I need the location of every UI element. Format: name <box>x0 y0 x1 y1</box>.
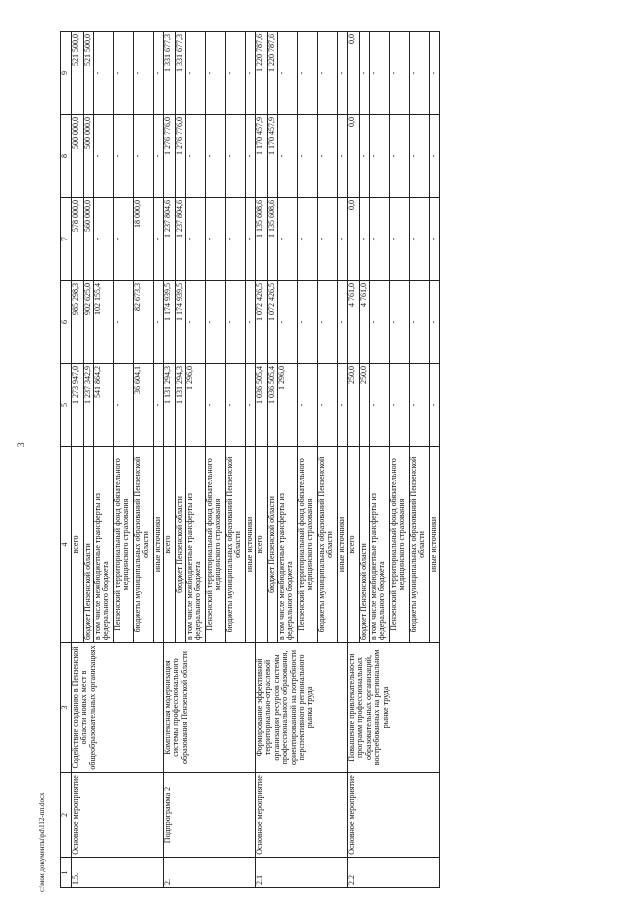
amount-cell: 1 296,0 <box>278 364 298 447</box>
amount-cell: 4 761,0 <box>360 281 370 364</box>
amount-cell: - <box>298 198 318 281</box>
amount-cell: - <box>278 115 298 198</box>
amount-cell: 0,0 <box>348 32 360 115</box>
funding-source: всего <box>348 447 360 643</box>
amount-cell: 1 072 426,5 <box>256 281 268 364</box>
amount-cell: - <box>246 115 256 198</box>
amount-cell: - <box>370 198 390 281</box>
amount-cell: - <box>226 198 246 281</box>
funding-source: бюджеты муниципальных образований Пензенской области <box>318 447 338 643</box>
amount-cell: - <box>278 281 298 364</box>
amount-cell: - <box>410 115 430 198</box>
amount-cell: - <box>94 32 114 115</box>
amount-cell: - <box>94 198 114 281</box>
amount-cell: 985 298,3 <box>72 281 84 364</box>
funding-source: в том числе межбюджетные трансферты из федерального бюджета <box>278 447 298 643</box>
amount-cell: - <box>154 198 164 281</box>
funding-source: иные источники <box>246 447 256 643</box>
col-header: 7 <box>61 198 72 281</box>
col-header: 8 <box>61 115 72 198</box>
funding-source: всего <box>72 447 84 643</box>
amount-cell: 250,0 <box>360 364 370 447</box>
col-header: 6 <box>61 281 72 364</box>
amount-cell: 1 331 677,3 <box>164 32 176 115</box>
funding-source: иные источники <box>338 447 348 643</box>
amount-cell: - <box>360 198 370 281</box>
amount-cell: - <box>430 32 440 115</box>
funding-source: всего <box>256 447 268 643</box>
amount-cell: - <box>390 32 410 115</box>
amount-cell: 1 170 457,9 <box>256 115 268 198</box>
amount-cell: - <box>186 198 206 281</box>
activity-type: Подпрограмма 2 <box>164 773 256 858</box>
amount-cell: - <box>370 115 390 198</box>
amount-cell: - <box>390 281 410 364</box>
file-path-footer: c:\мои документы\pd\112-пп.docx <box>38 792 46 892</box>
amount-cell: - <box>318 32 338 115</box>
amount-cell: - <box>298 281 318 364</box>
table-row <box>256 32 268 888</box>
amount-cell: - <box>206 115 226 198</box>
funding-source: иные источники <box>430 447 440 643</box>
amount-cell: 1 296,0 <box>186 364 206 447</box>
amount-cell: - <box>206 198 226 281</box>
funding-source: иные источники <box>154 447 164 643</box>
amount-cell: 541 864,2 <box>94 364 114 447</box>
amount-cell: - <box>338 364 348 447</box>
amount-cell: - <box>206 364 226 447</box>
amount-cell: - <box>338 115 348 198</box>
amount-cell: 1 036 505,4 <box>256 364 268 447</box>
row-number: 2.2 <box>348 858 440 888</box>
col-header: 4 <box>61 447 72 643</box>
activity-name: Повышение привлекательности программ профессиональных образовательных организаций, востребованных на региональном рынке труда <box>348 643 440 773</box>
amount-cell: - <box>410 32 430 115</box>
amount-cell: - <box>370 281 390 364</box>
amount-cell: - <box>246 281 256 364</box>
funding-source: Пензенский территориальный фонд обязательного медицинского страхования <box>206 447 226 643</box>
amount-cell: 0,0 <box>348 115 360 198</box>
row-number: 1.5. <box>72 858 164 888</box>
amount-cell: - <box>94 115 114 198</box>
amount-cell: - <box>410 198 430 281</box>
amount-cell: - <box>114 281 134 364</box>
amount-cell: 1 174 939,5 <box>164 281 176 364</box>
amount-cell: 1 072 426,5 <box>268 281 278 364</box>
funding-source: бюджеты муниципальных образований Пензенской области <box>410 447 430 643</box>
amount-cell: - <box>430 364 440 447</box>
amount-cell: 1 170 457,9 <box>268 115 278 198</box>
amount-cell: 1 131 294,3 <box>176 364 186 447</box>
amount-cell: - <box>370 364 390 447</box>
amount-cell: 521 500,0 <box>84 32 94 115</box>
amount-cell: 250,0 <box>348 364 360 447</box>
amount-cell: - <box>278 198 298 281</box>
amount-cell: 0,0 <box>348 198 360 281</box>
amount-cell: - <box>154 364 164 447</box>
amount-cell: - <box>114 32 134 115</box>
amount-cell: - <box>134 115 154 198</box>
page-number: 3 <box>16 442 26 447</box>
activity-name: Содействие созданию в Пензенской области новых мест в общеобразовательных организациях <box>72 643 164 773</box>
amount-cell: - <box>430 281 440 364</box>
col-header: 1 <box>61 858 72 888</box>
amount-cell: - <box>410 364 430 447</box>
funding-source: бюджет Пензенской области <box>360 447 370 643</box>
amount-cell: 578 000,0 <box>72 198 84 281</box>
amount-cell: - <box>186 32 206 115</box>
col-header: 9 <box>61 32 72 115</box>
amount-cell: - <box>186 115 206 198</box>
amount-cell: - <box>246 198 256 281</box>
funding-source: бюджет Пензенской области <box>268 447 278 643</box>
amount-cell: - <box>298 32 318 115</box>
funding-source: Пензенский территориальный фонд обязательного медицинского страхования <box>298 447 318 643</box>
amount-cell: - <box>338 32 348 115</box>
amount-cell: 4 761,0 <box>348 281 360 364</box>
amount-cell: - <box>226 364 246 447</box>
col-header: 5 <box>61 364 72 447</box>
amount-cell: 1 331 677,3 <box>176 32 186 115</box>
amount-cell: 1 237 804,6 <box>164 198 176 281</box>
funding-source: бюджет Пензенской области <box>176 447 186 643</box>
amount-cell: 18 000,0 <box>134 198 154 281</box>
amount-cell: 1 036 505,4 <box>268 364 278 447</box>
amount-cell: - <box>114 198 134 281</box>
amount-cell: 560 000,0 <box>84 198 94 281</box>
amount-cell: - <box>430 198 440 281</box>
funding-source: всего <box>164 447 176 643</box>
funding-table <box>60 31 440 888</box>
activity-type: Основное мероприятие <box>348 773 440 858</box>
amount-cell: - <box>186 281 206 364</box>
funding-source: бюджет Пензенской области <box>84 447 94 643</box>
amount-cell: - <box>154 281 164 364</box>
col-header: 3 <box>61 643 72 773</box>
amount-cell: 1 276 776,0 <box>176 115 186 198</box>
funding-source: Пензенский территориальный фонд обязательного медицинского страхования <box>390 447 410 643</box>
table-body <box>72 32 440 888</box>
amount-cell: 500 000,0 <box>84 115 94 198</box>
amount-cell: - <box>338 198 348 281</box>
amount-cell: - <box>410 281 430 364</box>
amount-cell: 1 273 947,0 <box>72 364 84 447</box>
amount-cell: - <box>246 32 256 115</box>
row-number: 2.1 <box>256 858 348 888</box>
amount-cell: - <box>278 32 298 115</box>
table-row <box>72 32 84 888</box>
amount-cell: 102 155,4 <box>94 281 114 364</box>
activity-name: Комплексная модернизация системы профессионального образования Пензенской области <box>164 643 256 773</box>
amount-cell: 500 000,0 <box>72 115 84 198</box>
amount-cell: - <box>318 198 338 281</box>
header-row <box>61 32 72 888</box>
amount-cell: - <box>246 364 256 447</box>
amount-cell: - <box>114 364 134 447</box>
amount-cell: - <box>318 281 338 364</box>
activity-name: Формирование эффективной территориально-отраслевой организации ресурсов системы профессионального образования, ориентированной на потребности перспективного регионального рынка труда <box>256 643 348 773</box>
amount-cell: - <box>134 32 154 115</box>
table-row <box>348 32 360 888</box>
amount-cell: - <box>318 115 338 198</box>
amount-cell: 1 237 342,9 <box>84 364 94 447</box>
amount-cell: - <box>114 115 134 198</box>
amount-cell: - <box>206 281 226 364</box>
funding-source: в том числе межбюджетные трансферты из федерального бюджета <box>94 447 114 643</box>
funding-source: Пензенский территориальный фонд обязательного медицинского страхования <box>114 447 134 643</box>
amount-cell: - <box>226 281 246 364</box>
activity-type: Основное мероприятие <box>72 773 164 858</box>
amount-cell: 36 604,1 <box>134 364 154 447</box>
amount-cell: 1 135 608,6 <box>268 198 278 281</box>
amount-cell: 1 220 787,6 <box>268 32 278 115</box>
amount-cell: - <box>430 115 440 198</box>
funding-source: бюджеты муниципальных образований Пензенской области <box>134 447 154 643</box>
amount-cell: 1 237 804,6 <box>176 198 186 281</box>
amount-cell: - <box>390 198 410 281</box>
table-row <box>164 32 176 888</box>
funding-source: бюджеты муниципальных образований Пензенской области <box>226 447 246 643</box>
amount-cell: 82 673,3 <box>134 281 154 364</box>
funding-source: в том числе межбюджетные трансферты из федерального бюджета <box>186 447 206 643</box>
amount-cell: - <box>298 115 318 198</box>
amount-cell: - <box>318 364 338 447</box>
row-number: 2. <box>164 858 256 888</box>
amount-cell: - <box>360 32 370 115</box>
amount-cell: - <box>338 281 348 364</box>
amount-cell: - <box>298 364 318 447</box>
amount-cell: - <box>390 364 410 447</box>
amount-cell: - <box>226 32 246 115</box>
funding-source: в том числе межбюджетные трансферты из федерального бюджета <box>370 447 390 643</box>
amount-cell: - <box>154 115 164 198</box>
amount-cell: 1 220 787,6 <box>256 32 268 115</box>
amount-cell: - <box>154 32 164 115</box>
amount-cell: 521 500,0 <box>72 32 84 115</box>
amount-cell: 902 625,0 <box>84 281 94 364</box>
rotated-page <box>60 32 606 888</box>
amount-cell: - <box>206 32 226 115</box>
amount-cell: 1 135 608,6 <box>256 198 268 281</box>
amount-cell: - <box>370 32 390 115</box>
activity-type: Основное мероприятие <box>256 773 348 858</box>
col-header: 2 <box>61 773 72 858</box>
amount-cell: 1 174 939,5 <box>176 281 186 364</box>
amount-cell: 1 276 776,0 <box>164 115 176 198</box>
amount-cell: 1 131 294,3 <box>164 364 176 447</box>
amount-cell: - <box>226 115 246 198</box>
amount-cell: - <box>390 115 410 198</box>
amount-cell: - <box>360 115 370 198</box>
